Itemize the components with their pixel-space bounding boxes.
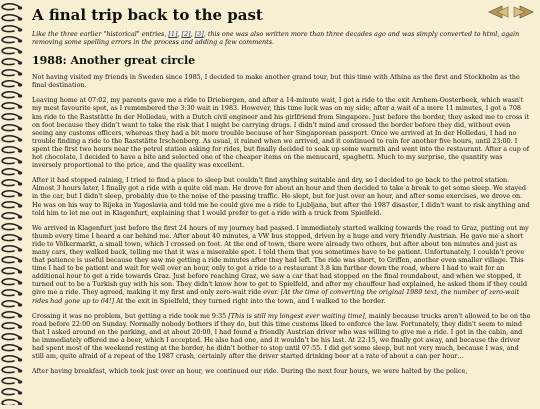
page-title: A final trip back to the past [32,6,263,24]
comment-longest-wait: [This is still my longest ever waiting time] [228,311,365,320]
article [32,2,532,405]
paragraph-5 [32,312,532,361]
section-heading: 1988: Another great circle [32,54,196,68]
spiral-binding-icon [0,0,28,405]
intro-suffix: , this one was also written more than three decades ago and was simply converted to html, again removing some spelling errors in the process and adding a few comments. [32,30,520,47]
paragraph-5-text: Crossing it was no problem, but getting a ride took me 9:35 [32,311,227,320]
intro-paragraph: Like the three earlier "historical" entries, [1], [2], [3], this one was also written more than three decades ago and was simply converted to html, again removing some spelling errors in the process and adding a few comments. [32,30,520,47]
paragraph-4-text: We arrived in Klagenfurt just before the first 24 hours of my journey had passed. I immediately started walking towards the road to Graz, putting out my thumb every time I heard a car behind me. After about 40 minutes, a VW bus stopped, driven by a huge and very friendly Austrian. He gave me a short ride to Völkermarkt, a small town, which I crossed on foot. At the end of town, there were already two others, but after about ten minutes and just as many cars, they walked back, telling me that it was a miserable spot. I told them that you sometimes have to be patient. Unfortunately, I couldn't prove that patience is useful because they saw me getting a ride minutes after they had left. The ride was short, to Griffen, another even smaller village. This time I had to be patient and wait for well over an hour, only to get a ride to a restaurant 3.8 km further down the road, where I had to wait for an additional hour to get a ride towards Graz. Just before reaching Graz, we saw a car that had stopped on the final roundabout, and when we stopped, it turned out to be a Turkish guy with his son. They didn't know how to get to Spielfeld, and after my chauffeur had explained, he asked them if they could give me a ride. They agreed, making it my first and only zero-wait ride ever. [32,223,529,297]
link-entry-1[interactable]: [1] [168,30,178,38]
comment-zero-wait: [At the time of converting the original 1989 text, the number of zero-wait rides had gone up to 64!] [32,288,520,305]
paragraph-1: Not having visited my friends in Sweden since 1985, I decided to make another grand tour, but this time with Athina as the first and Stockholm as the final destination. [32,73,520,90]
paragraph-4 [32,224,532,305]
paragraph-2: Leaving home at 07:02, my parents gave me a ride to Driebergen, and after a 14-minute wait, I got a ride to the exit Arnhem-Oosterbeek, which wasn't my most favourite spot, as I remembered the 3:30 wait in 1983. However, this time luck was on my side; after a wait of a mere 11 minutes, I got a 708 km ride to the Raststätte In der Holledau, with a Dutch civil engineer and his girlfriend from Singapore. Just before the border, they asked me to cross it on foot because they didn't want to take the risk that I might be carrying drugs. I didn't mind and crossed the border before they did, without even seeing any customs officers, whereas they had a bit more trouble because of her Singaporean passport. Once we arrived at In der Holledau, I had no trouble finding a ride to the Raststätte Irschenberg. As usual, it rained when we arrived, and it continued to rain for another five hours, until 23:00. I spent the first two hours near the petrol station asking for rides, but finally decided to soak up some warmth and went into the restaurant. After a cup of hot chocolate, I decided to have a bite and selected one of the cheaper items on the menucard, spaghetti. Much to my surprise, the quantity was inversely proportional to the price, and the quality was excellent. [32,96,530,170]
paragraph-4-tail: At the exit in Spielfeld, they turned right into the town, and I walked to the border. [114,296,386,305]
paragraph-6: After having breakfast, which took just over an hour, we continued our ride. During the next four hours, we were halted by the police, [32,367,468,376]
link-entry-3[interactable]: [3] [194,30,204,38]
paragraph-5-tail: , mainly because trucks aren't allowed to be on the road before 22:00 on Sunday. Normally nobody bothers if they do, but this time customs liked to enforce the law. Fortunately, they didn't seem to mind that I asked around on the parking, and at about 20:00, I had found a friendly Austrian driver who was willing to give me a ride. I got in the cabin, and he immediately offered me a beer, which I accepted. He also had one, and it wouldn't be his last. At 22:15, we finally got away, and because the driver had spent most of the weekend resting at the border, he didn't bother to stop until 07:55. I did get some sleep, but not very much, because I was, and still am, quite afraid of a repeat of the 1987 crash, certainly after the driver started drinking beer at a rate of about a can per hour… [32,311,531,361]
link-entry-2[interactable]: [2] [181,30,191,38]
intro-prefix: Like the three earlier "historical" entries, [32,30,169,38]
paragraph-3: After it had stopped raining, I tried to find a place to sleep but couldn't find anything suitable and dry, so I decided to go back to the petrol station. Almost 3 hours later, I finally got a ride with a quite old man. He drove for about an hour and then decided to take a break to get some sleep. We stayed in the car, but I didn't sleep, probably due to the noise of the passing traffic. He slept, but for just over an hour, and after some exercises, we drove on. He was on his way to Rijeka in Yugoslavia and told me he could give me a ride to Ljubljana, but after the 1987 disaster, I didn't want to risk anything and told him to let me out in Klagenfurt, explaining that I would prefer to get a ride with a truck from Spielfeld. [32,176,530,217]
spiral-binding [0,0,28,405]
